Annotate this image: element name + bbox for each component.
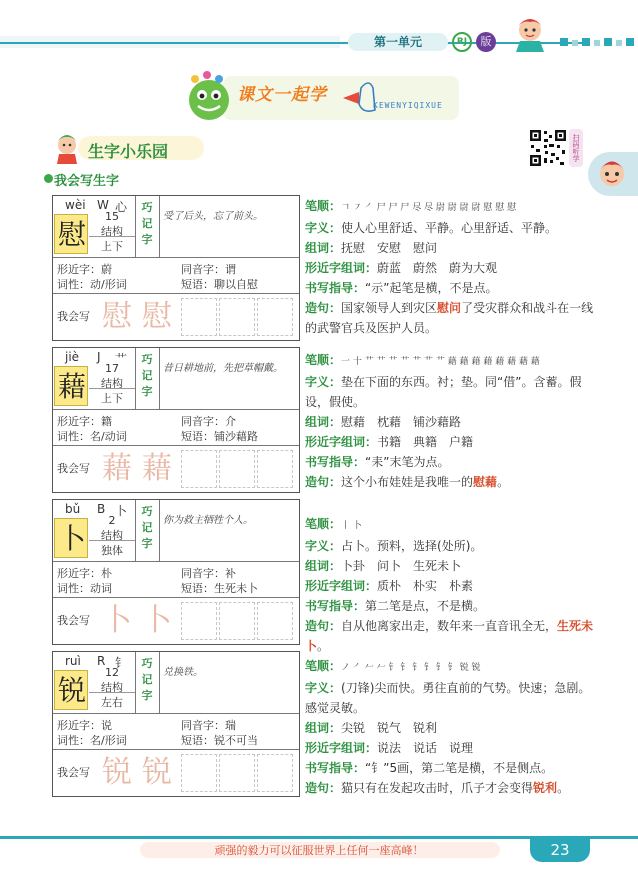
writing-guide: “钅”5画，第二笔是横，不是侧点。 <box>365 761 554 775</box>
phrase-row: 短语：生死未卜 <box>181 582 258 595</box>
near-char-row: 形近字：朴 <box>57 567 112 580</box>
initial-letter: W <box>97 198 109 212</box>
pos-row: 词性：动/形词 <box>57 278 127 291</box>
qr-label: 扫码听学 <box>569 129 583 167</box>
stroke-order-row: 笔顺：一 十 艹 艹 艹 艹 艹 艹 艹 藉 藉 藉 藉 藉 藉 藉 藉 <box>305 353 540 367</box>
guide-row: 书写指导：“示”起笔是横，不是点。 <box>305 281 498 295</box>
card-top <box>53 348 299 410</box>
phrase: 生死未卜 <box>214 582 258 595</box>
phrase: 聊以自慰 <box>214 278 258 291</box>
meaning: 垫在下面的东西。衬；垫。同“借”。含蓄。假设，假使。 <box>305 375 582 409</box>
writing-guide: “示”起笔是横，不是点。 <box>365 281 498 295</box>
pinyin: wèi <box>65 198 86 212</box>
radical: 心 <box>115 200 128 214</box>
card-details <box>53 410 299 446</box>
near-words-row: 形近字组词：蔚蓝 蔚然 蔚为大观 <box>305 261 498 275</box>
practice-cell[interactable] <box>219 450 255 488</box>
words: 抚慰 安慰 慰问 <box>341 241 438 255</box>
mnemonic-text: 昔日耕地前，先把草帽戴。 <box>163 363 283 374</box>
sentence-highlight: 生死未卜 <box>305 619 594 653</box>
near-words-row: 形近字组词：质朴 朴实 朴素 <box>305 579 474 593</box>
divider <box>135 348 136 410</box>
sentence-highlight: 慰问 <box>437 301 462 315</box>
character: 锐 <box>57 674 86 707</box>
mnemonic-label: 巧记字 <box>141 505 153 550</box>
card-top <box>53 196 299 258</box>
radical: 卜 <box>115 504 128 518</box>
page-number: 23 <box>530 838 590 862</box>
pos-row: 词性：动词 <box>57 582 112 595</box>
divider <box>135 196 136 258</box>
words-row: 组词：卜卦 问卜 生死未卜 <box>305 559 462 573</box>
practice-cell[interactable] <box>219 298 255 336</box>
sentence-row: 造句：国家领导人到灾区慰问了受灾群众和战斗在一线的武警官兵及医护人员。 <box>305 301 594 335</box>
near-char-row: 形近字：籍 <box>57 415 112 428</box>
pinyin: jiè <box>65 350 80 364</box>
trace-character: 锐 <box>102 755 132 790</box>
character: 卜 <box>57 522 86 555</box>
writing-guide: 第二笔是点，不是横。 <box>365 599 486 613</box>
meaning-row: 字义：占卜。预料，选择(处所)。 <box>305 539 483 553</box>
trace-character: 卜 <box>102 603 132 638</box>
near-char: 籍 <box>101 415 112 428</box>
section-mascot-icon <box>52 130 82 164</box>
stroke-count: 15 <box>105 210 119 223</box>
stroke-order: 丨 卜 <box>341 521 362 531</box>
meaning-row: 字义：(刀锋)尖而快。勇往直前的气势。快速；急剧。感觉灵敏。 <box>305 681 591 715</box>
part-of-speech: 动/形词 <box>90 278 127 291</box>
guide-row: 书写指导：“钅”5画，第二笔是横，不是侧点。 <box>305 761 554 775</box>
stroke-count: 17 <box>105 362 119 375</box>
unit-label: 第一单元 <box>348 33 448 51</box>
sentence-pre: 国家领导人到灾区 <box>341 301 438 315</box>
stroke-order: ノ ㇒ 𠂉 𠂉 钅 钅 钅 钅 钅 钅 锐 锐 <box>341 663 481 673</box>
structure-value: 上下 <box>89 388 135 406</box>
footer-motto: 顽强的毅力可以征服世界上任何一座高峰！ <box>214 844 424 857</box>
practice-cell[interactable] <box>181 602 217 640</box>
near-char-row: 形近字：蔚 <box>57 263 112 276</box>
structure-label: 结构 <box>101 681 123 694</box>
meaning-row: 字义：使人心里舒适、平静。心里舒适、平静。 <box>305 221 558 235</box>
homophone-row: 同音字：介 <box>181 415 236 428</box>
character-card <box>52 651 300 797</box>
card-top <box>53 500 299 562</box>
practice-cell[interactable] <box>219 754 255 792</box>
initial-letter: R <box>97 654 106 668</box>
homophone-row: 同音字：谓 <box>181 263 236 276</box>
edition-suffix: 版 <box>476 32 496 52</box>
structure-label: 结构 <box>101 225 123 238</box>
section-title: 生字小乐园 <box>88 142 169 161</box>
trace-character: 慰 <box>102 299 132 334</box>
sentence-pre: 自从他离家出走，数年来一直音讯全无， <box>341 619 558 633</box>
mnemonic-label: 巧记字 <box>141 657 153 702</box>
homophone: 谓 <box>225 263 236 276</box>
mnemonic-text: 你为救主牺牲个人。 <box>163 515 253 526</box>
pos-row: 词性：名/形词 <box>57 734 127 747</box>
sentence-post: 了受灾群众和战斗在一线的武警官兵及医护人员。 <box>305 301 594 335</box>
near-char: 朴 <box>101 567 112 580</box>
phrase-row: 短语：聊以自慰 <box>181 278 258 291</box>
practice-cell[interactable] <box>257 450 293 488</box>
card-top <box>53 652 299 714</box>
near-words: 蔚蓝 蔚然 蔚为大观 <box>377 261 498 275</box>
mnemonic-label: 巧记字 <box>141 353 153 398</box>
initial-letter: B <box>97 502 106 516</box>
mnemonic-text: 受了后头，忘了前头。 <box>163 211 263 222</box>
stroke-order-row: 笔顺：𠃍 ㇇ ㇒ 尸 尸 尸 尽 尽 尉 尉 尉 尉 慰 慰 慰 <box>305 199 517 213</box>
practice-cell[interactable] <box>181 754 217 792</box>
practice-label: 我会写 <box>57 462 90 475</box>
homophone: 介 <box>225 415 236 428</box>
phrase: 铺沙藉路 <box>214 430 258 443</box>
character-card <box>52 347 300 493</box>
near-char: 蔚 <box>101 263 112 276</box>
header-mascot-icon <box>500 14 560 54</box>
structure-label: 结构 <box>101 529 123 542</box>
structure-label: 结构 <box>101 377 123 390</box>
stroke-count: 2 <box>108 514 116 527</box>
stroke-order-row: 笔顺：丨 卜 <box>305 517 362 531</box>
banner-pinyin: KEWENYIQIXUE <box>373 101 443 110</box>
pos-row: 词性：名/动词 <box>57 430 127 443</box>
trace-character: 藉 <box>102 451 132 486</box>
subheading: 我会写生字 <box>54 174 120 189</box>
practice-cell[interactable] <box>257 754 293 792</box>
character-card <box>52 499 300 645</box>
character-info <box>305 350 595 492</box>
character-info <box>305 656 595 798</box>
character-box <box>54 366 88 406</box>
homophone: 补 <box>225 567 236 580</box>
mnemonic-label: 巧记字 <box>141 201 153 246</box>
character-box <box>54 518 88 558</box>
initial-letter: J <box>97 350 101 364</box>
practice-label: 我会写 <box>57 310 90 323</box>
meaning: 占卜。预料，选择(处所)。 <box>341 539 483 553</box>
banner-title: 课文一起学 <box>237 85 327 105</box>
practice-area <box>53 598 299 644</box>
practice-cell[interactable] <box>181 450 217 488</box>
meaning-row: 字义：垫在下面的东西。衬；垫。同“借”。含蓄。假设，假使。 <box>305 375 582 409</box>
practice-label: 我会写 <box>57 766 90 779</box>
words-row: 组词：慰藉 枕藉 铺沙藉路 <box>305 415 462 429</box>
divider <box>159 348 160 410</box>
phrase-row: 短语：锐不可当 <box>181 734 258 747</box>
header-pattern-icon <box>560 36 638 50</box>
structure-value: 上下 <box>89 236 135 254</box>
practice-cell[interactable] <box>257 298 293 336</box>
character-info <box>305 196 595 338</box>
sentence-row: 造句：这个小布娃娃是我唯一的慰藉。 <box>305 475 510 489</box>
practice-label: 我会写 <box>57 614 90 627</box>
sentence-pre: 这个小布娃娃是我唯一的 <box>341 475 474 489</box>
stroke-order: 𠃍 ㇇ ㇒ 尸 尸 尸 尽 尽 尉 尉 尉 尉 慰 慰 慰 <box>341 203 517 213</box>
part-of-speech: 名/形词 <box>90 734 127 747</box>
guide-row: 书写指导：第二笔是点，不是横。 <box>305 599 486 613</box>
character-box <box>54 214 88 254</box>
character: 慰 <box>57 218 86 251</box>
structure-value: 独体 <box>89 540 135 558</box>
part-of-speech: 动词 <box>90 582 112 595</box>
trace-character: 藉 <box>142 451 172 486</box>
card-details <box>53 562 299 598</box>
sentence-highlight: 锐利 <box>533 781 558 795</box>
homophone-row: 同音字：瑞 <box>181 719 236 732</box>
near-words: 质朴 朴实 朴素 <box>377 579 474 593</box>
near-words-row: 形近字组词：书籍 典籍 户籍 <box>305 435 474 449</box>
words-row: 组词：尖锐 锐气 锐利 <box>305 721 438 735</box>
card-details <box>53 714 299 750</box>
homophone-row: 同音字：补 <box>181 567 236 580</box>
sentence-post: 。 <box>317 639 330 653</box>
sentence-post: 。 <box>557 781 570 795</box>
meaning: (刀锋)尖而快。勇往直前的气势。快速；急剧。感觉灵敏。 <box>305 681 591 715</box>
practice-area <box>53 294 299 340</box>
practice-area <box>53 750 299 796</box>
practice-cell[interactable] <box>257 602 293 640</box>
stroke-order-row: 笔顺：ノ ㇒ 𠂉 𠂉 钅 钅 钅 钅 钅 钅 锐 锐 <box>305 659 481 673</box>
stroke-order: 一 十 艹 艹 艹 艹 艹 艹 艹 藉 藉 藉 藉 藉 藉 藉 藉 <box>341 357 540 367</box>
near-char: 说 <box>101 719 112 732</box>
near-words: 书籍 典籍 户籍 <box>377 435 474 449</box>
character-box <box>54 670 88 710</box>
pinyin: ruì <box>65 654 81 668</box>
side-mascot-icon <box>595 155 629 191</box>
trace-character: 慰 <box>142 299 172 334</box>
divider <box>135 652 136 714</box>
character-info <box>305 514 595 656</box>
divider <box>135 500 136 562</box>
radical: 艹 <box>115 352 128 366</box>
qr-code-icon[interactable] <box>529 129 567 167</box>
part-of-speech: 名/动词 <box>90 430 127 443</box>
card-details <box>53 258 299 294</box>
sentence-row: 造句：自从他离家出走，数年来一直音讯全无，生死未卜。 <box>305 619 594 653</box>
stroke-count: 12 <box>105 666 119 679</box>
phrase: 锐不可当 <box>214 734 258 747</box>
sentence-highlight: 慰藉 <box>473 475 498 489</box>
writing-guide: “耒”末笔为点。 <box>365 455 450 469</box>
practice-cell[interactable] <box>219 602 255 640</box>
practice-cell[interactable] <box>181 298 217 336</box>
radical: 钅 <box>115 656 128 670</box>
words-row: 组词：抚慰 安慰 慰问 <box>305 241 438 255</box>
pinyin: bǔ <box>65 502 81 516</box>
mnemonic-text: 兑换铁。 <box>163 667 203 678</box>
character: 藉 <box>57 370 86 403</box>
near-words: 说法 说话 说理 <box>377 741 474 755</box>
sentence-row: 造句：猫只有在发起攻击时，爪子才会变得锐利。 <box>305 781 570 795</box>
trace-character: 卜 <box>142 603 172 638</box>
homophone: 瑞 <box>225 719 236 732</box>
meaning: 使人心里舒适、平静。心里舒适、平静。 <box>341 221 558 235</box>
words: 尖锐 锐气 锐利 <box>341 721 438 735</box>
divider <box>159 196 160 258</box>
trace-character: 锐 <box>142 755 172 790</box>
structure-value: 左右 <box>89 692 135 710</box>
phrase-row: 短语：铺沙藉路 <box>181 430 258 443</box>
edition-badge: RJ <box>452 32 472 52</box>
sentence-pre: 猫只有在发起攻击时，爪子才会变得 <box>341 781 534 795</box>
character-card <box>52 195 300 341</box>
near-char-row: 形近字：说 <box>57 719 112 732</box>
subheading-bullet <box>44 174 53 183</box>
words: 卜卦 问卜 生死未卜 <box>341 559 462 573</box>
words: 慰藉 枕藉 铺沙藉路 <box>341 415 462 429</box>
sentence-post: 。 <box>497 475 510 489</box>
divider <box>159 500 160 562</box>
guide-row: 书写指导：“耒”末笔为点。 <box>305 455 450 469</box>
near-words-row: 形近字组词：说法 说话 说理 <box>305 741 474 755</box>
divider <box>159 652 160 714</box>
practice-area <box>53 446 299 492</box>
